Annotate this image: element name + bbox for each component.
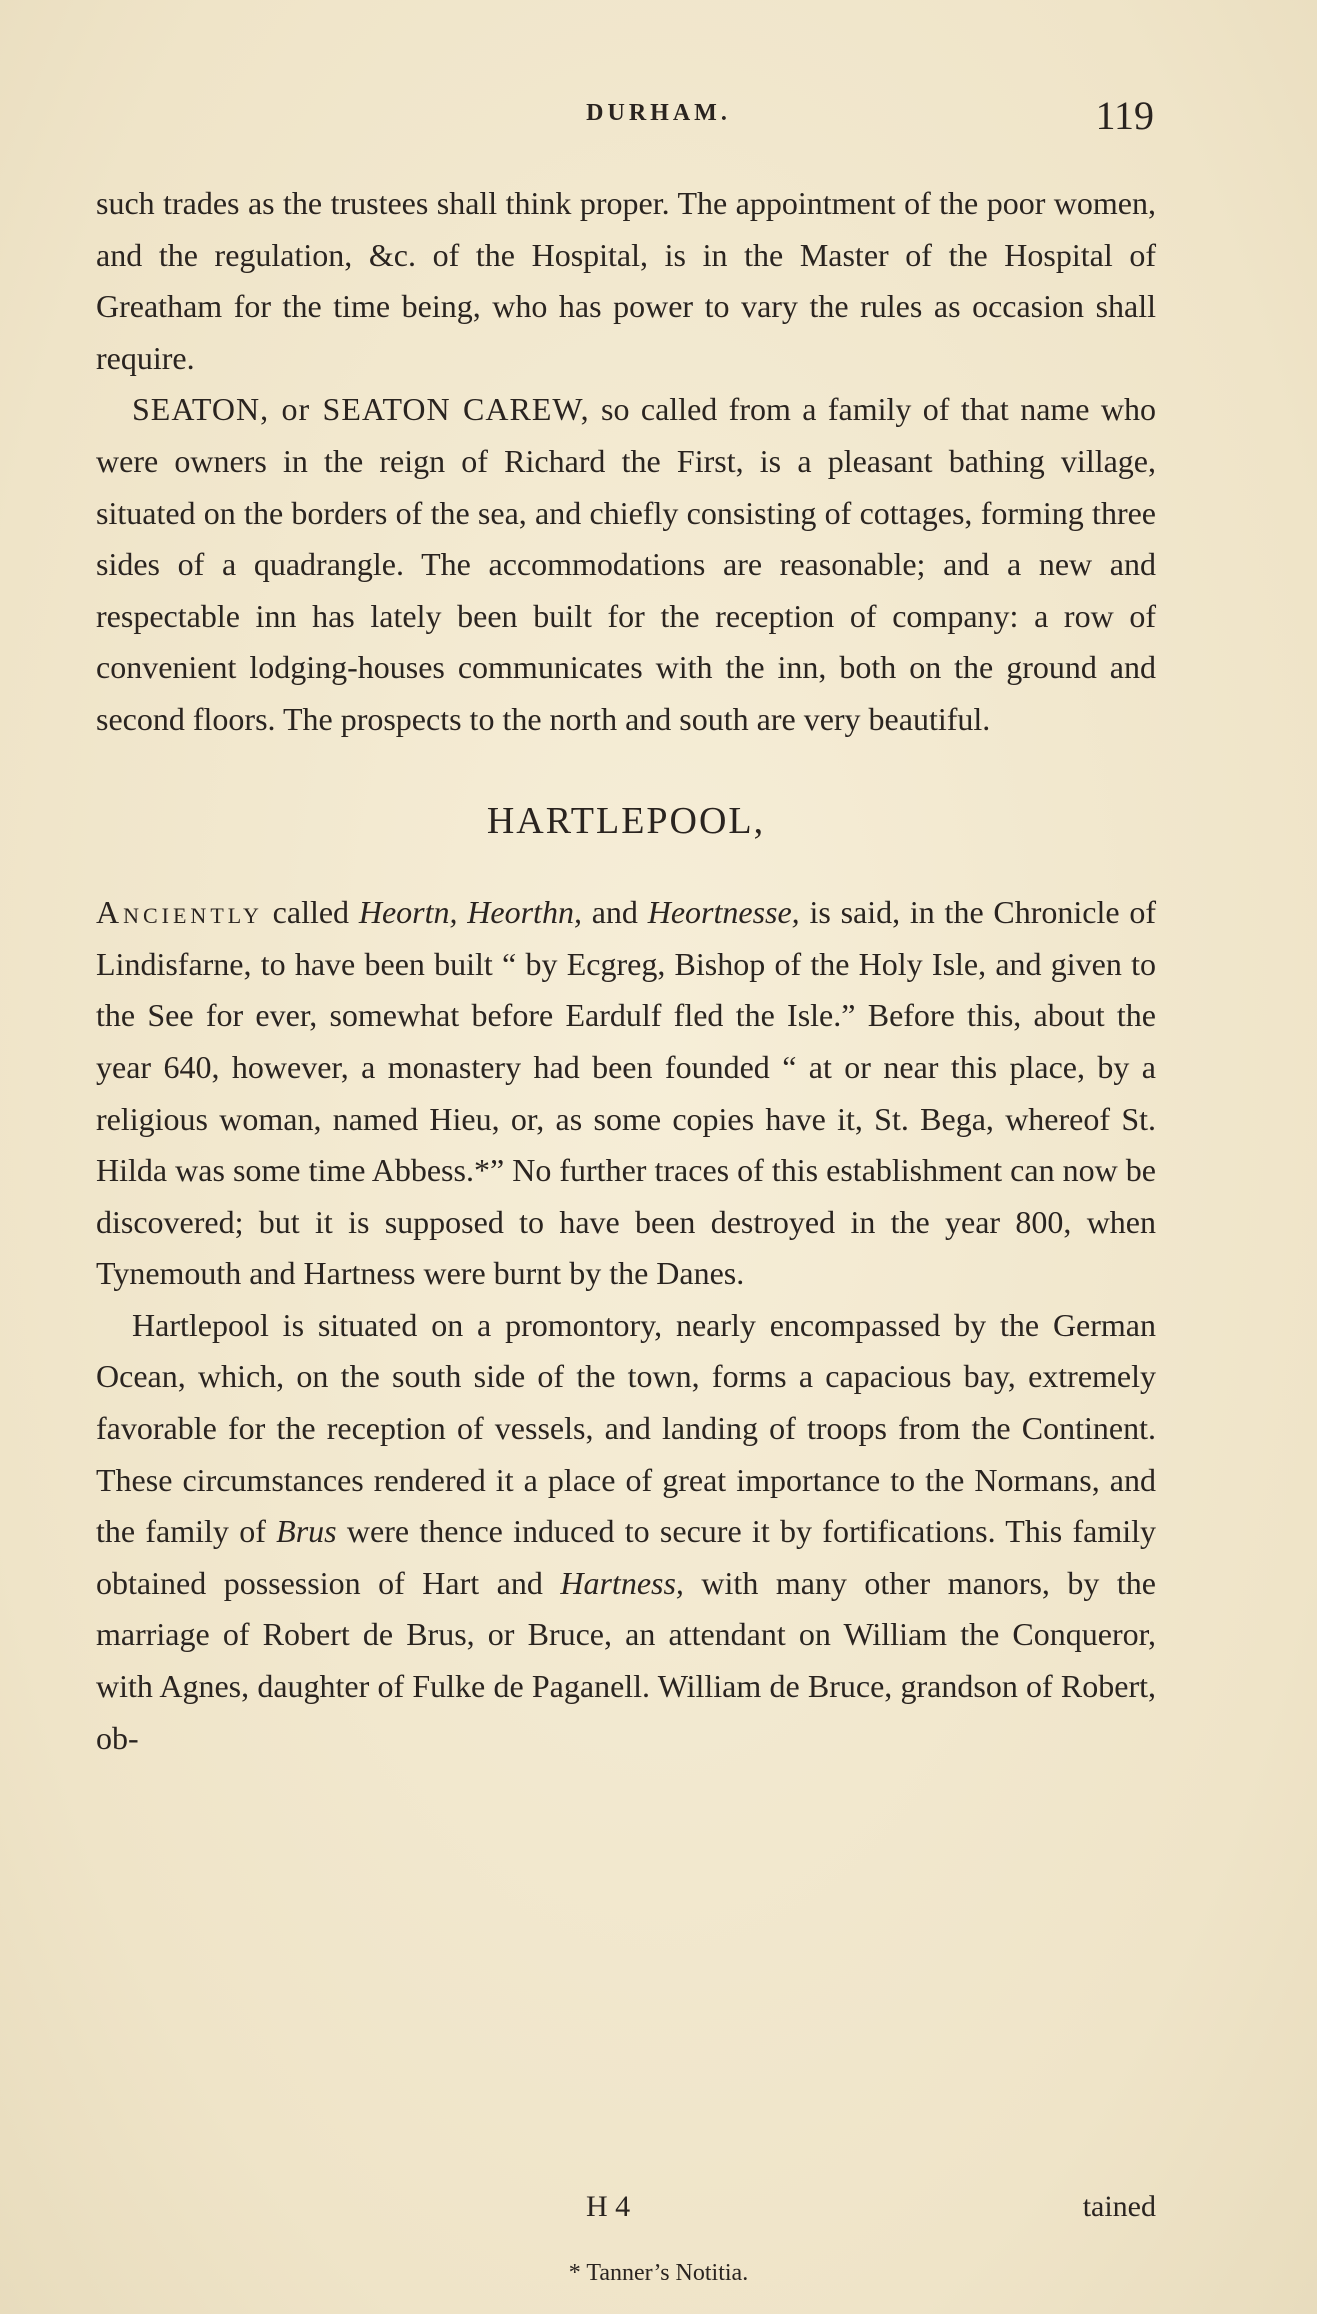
text-run: Hartlepool is situated on a promontory, nearly encompassed by the German Ocean, which, on the south side of the town, forms a capacious bay, extremely favorable for the reception of vessels, and landing of troops from the Continent. These circumstances rendered it a place of great importance to the Normans, and the family of bbox=[96, 1306, 1156, 1550]
text-run: with many other manors, by the marriage of Robert de Brus, or Bruce, an attendant on William the Conqueror, with Agnes, daughter of Fulke de Paganell. William de Bruce, grandson of Robert, ob- bbox=[96, 1564, 1157, 1756]
paragraph-hartlepool-history bbox=[96, 887, 1156, 1300]
body-text bbox=[96, 178, 1156, 1764]
text-run: were thence induced to secure it by fortifications. This family obtained possession of Hart and bbox=[96, 1513, 1157, 1601]
text-run: called bbox=[262, 894, 359, 931]
place-name-seaton: SEATON, or SEATON CAREW, bbox=[132, 391, 590, 428]
page-number: 119 bbox=[1095, 93, 1154, 138]
signature-mark: H 4 bbox=[586, 2190, 631, 2223]
text-run: is said, in the Chronicle of Lindisfarne, to have been built “ by Ecgreg, Bishop of the Holy Isle, and given to the See for ever, somewhat before Eardulf fled the Isle.” Before this, about the year 640, however, a monastery had been founded “ at or near this place, by a religious woman, named Hieu, or, as some copies have it, St. Bega, whereof St. Hilda was some time Abbess.*” No further traces of this establishment can now be discovered; but it is supposed to have been destroyed in the year 800, when Tynemouth and Hartness were burnt by the Danes. bbox=[96, 894, 1157, 1292]
text-run: and bbox=[581, 894, 648, 931]
italic-name-heorthn: Heorthn, bbox=[467, 894, 582, 931]
section-heading-hartlepool: HARTLEPOOL, bbox=[486, 799, 766, 842]
page-foot bbox=[96, 2190, 1156, 2240]
italic-name-hartness: Hartness, bbox=[560, 1564, 684, 1601]
italic-name-brus: Brus bbox=[276, 1513, 337, 1550]
paragraph-hartlepool-situation bbox=[96, 1300, 1156, 1764]
catchword: tained bbox=[1082, 2190, 1156, 2223]
lead-word: Anciently bbox=[96, 894, 263, 931]
page-header bbox=[0, 93, 1317, 138]
footnote: * Tanner’s Notitia. bbox=[568, 2260, 749, 2286]
paragraph-seaton bbox=[96, 384, 1156, 745]
italic-name-heortn: Heortn, bbox=[358, 894, 458, 931]
italic-name-heortnesse: Heortnesse, bbox=[647, 894, 800, 931]
running-head: DURHAM. bbox=[586, 100, 731, 126]
paragraph-seaton-text: so called from a family of that name who were owners in the reign of Richard the First, is a pleasant bathing village, situated on the borders of the sea, and chiefly consisting of cottages, forming three sides of a quadrangle. The accommodations are reasonable; and a new and respectable inn has lately been built for the reception of company: a row of convenient lodging-houses communicates with the inn, both on the ground and second floors. The prospects to the north and south are very beautiful. bbox=[96, 391, 1157, 737]
text-run bbox=[458, 894, 468, 930]
paragraph-hospital: such trades as the trustees shall think proper. The appointment of the poor women, and the regulation, &c. of the Hospital, is in the Master of the Hospital of Greatham for the time being, who has power to vary the rules as occasion shall require. bbox=[96, 185, 1156, 376]
